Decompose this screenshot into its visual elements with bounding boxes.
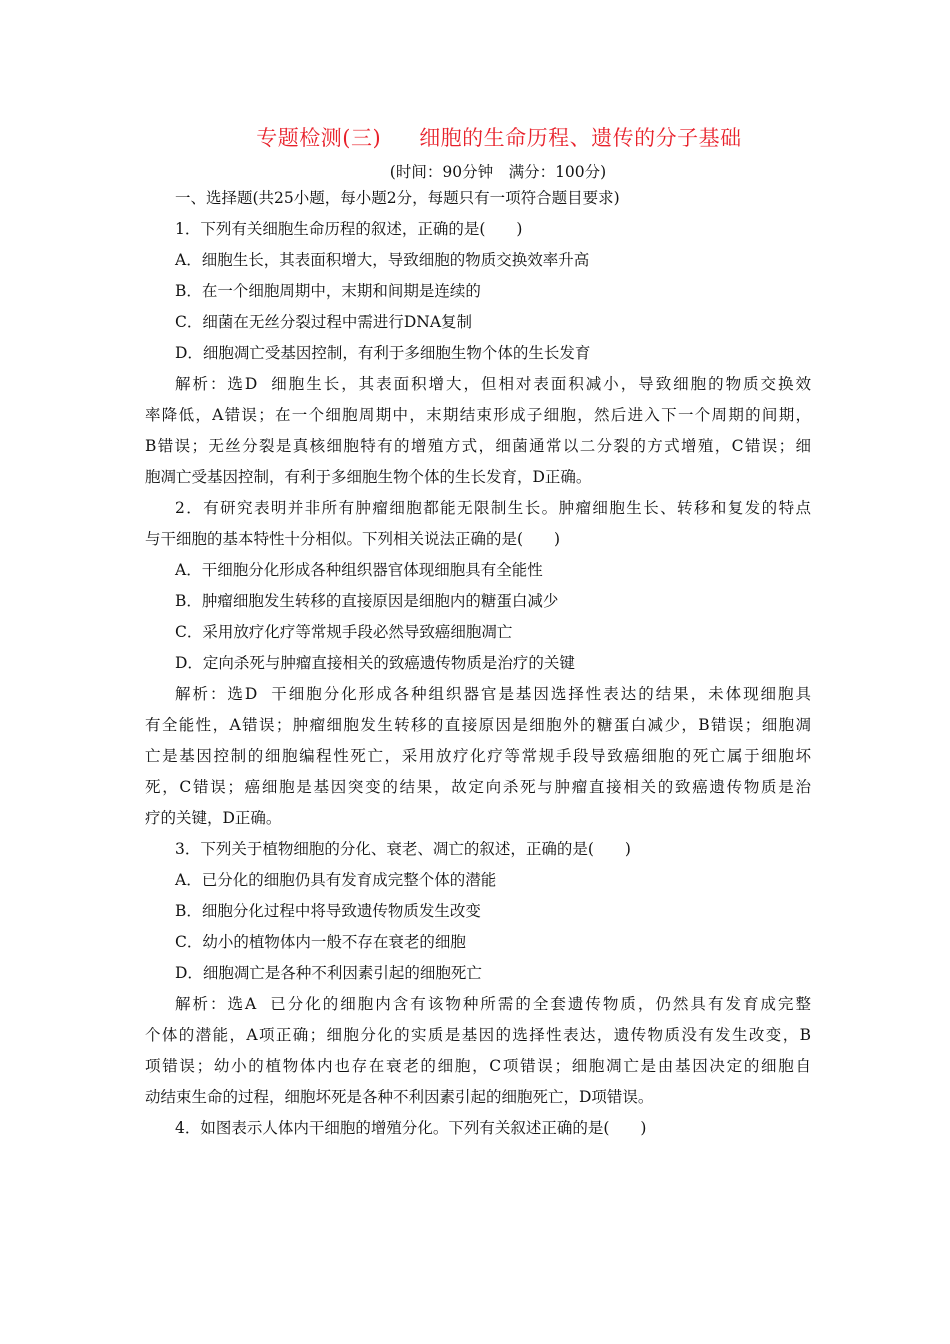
question-3 <box>145 834 811 1113</box>
option-d: D．细胞凋亡是各种不利因素引起的细胞死亡 <box>175 964 482 982</box>
question-1 <box>145 214 811 493</box>
analysis-line: 解析：选A 已分化的细胞内含有该物种所需的全套遗传物质，仍然具有发育成完整 <box>175 995 811 1013</box>
option-a: A．干细胞分化形成各种组织器官体现细胞具有全能性 <box>175 561 543 579</box>
exam-info: (时间：90分钟 满分：100分) <box>389 163 607 181</box>
analysis-line: B错误；无丝分裂是真核细胞特有的增殖方式，细菌通常以二分裂的方式增殖，C错误；细 <box>145 437 811 455</box>
analysis-line: 胞凋亡受基因控制，有利于多细胞生物个体的生长发育，D正确。 <box>145 468 592 486</box>
analysis-line: 死，C错误；癌细胞是基因突变的结果，故定向杀死与肿瘤直接相关的致癌遗传物质是治 <box>145 778 811 796</box>
analysis-line: 率降低，A错误；在一个细胞周期中，末期结束形成子细胞，然后进入下一个周期的间期， <box>145 406 811 424</box>
option-a: A．细胞生长，其表面积增大，导致细胞的物质交换效率升高 <box>175 251 590 269</box>
question-2 <box>145 493 811 834</box>
option-b: B．在一个细胞周期中，末期和间期是连续的 <box>175 282 481 300</box>
option-b: B．肿瘤细胞发生转移的直接原因是细胞内的糖蛋白减少 <box>175 592 559 610</box>
option-b: B．细胞分化过程中将导致遗传物质发生改变 <box>175 902 481 920</box>
analysis-line: 亡是基因控制的细胞编程性死亡，采用放疗化疗等常规手段导致癌细胞的死亡属于细胞坏 <box>145 747 811 765</box>
analysis-line: 个体的潜能，A项正确；细胞分化的实质是基因的选择性表达，遗传物质没有发生改变，B <box>145 1026 811 1044</box>
title-left: 专题检测(三) <box>256 126 382 150</box>
option-d: D．细胞凋亡受基因控制，有利于多细胞生物个体的生长发育 <box>175 344 591 362</box>
analysis-line: 解析：选D 干细胞分化形成各种组织器官是基因选择性表达的结果，未体现细胞具 <box>175 685 811 703</box>
question-stem: 2．有研究表明并非所有肿瘤细胞都能无限制生长。肿瘤细胞生长、转移和复发的特点 <box>175 499 811 517</box>
analysis-label: 解析：选A <box>175 995 257 1013</box>
analysis-label: 解析：选D <box>175 685 258 703</box>
question-4 <box>145 1113 811 1144</box>
page-title <box>0 122 950 152</box>
document-body <box>145 183 811 1144</box>
option-c: C．幼小的植物体内一般不存在衰老的细胞 <box>175 933 466 951</box>
analysis-line: 动结束生命的过程，细胞坏死是各种不利因素引起的细胞死亡，D项错误。 <box>145 1088 654 1106</box>
analysis-label: 解析：选D <box>175 375 258 393</box>
option-a: A．已分化的细胞仍具有发育成完整个体的潜能 <box>175 871 497 889</box>
question-stem: 与干细胞的基本特性十分相似。下列相关说法正确的是( ) <box>145 530 561 548</box>
analysis-line: 有全能性，A错误；肿瘤细胞发生转移的直接原因是细胞外的糖蛋白减少，B错误；细胞凋 <box>145 716 811 734</box>
title-right: 细胞的生命历程、遗传的分子基础 <box>419 126 742 150</box>
option-d: D．定向杀死与肿瘤直接相关的致癌遗传物质是治疗的关键 <box>175 654 575 672</box>
question-stem: 4．如图表示人体内干细胞的增殖分化。下列有关叙述正确的是( ) <box>175 1119 647 1137</box>
analysis-line: 解析：选D 细胞生长，其表面积增大，但相对表面积减小，导致细胞的物质交换效 <box>175 375 811 393</box>
option-c: C．细菌在无丝分裂过程中需进行DNA复制 <box>175 313 473 331</box>
section-heading: 一、选择题(共25小题，每小题2分，每题只有一项符合题目要求) <box>175 189 620 207</box>
option-c: C．采用放疗化疗等常规手段必然导致癌细胞凋亡 <box>175 623 513 641</box>
question-stem: 1．下列有关细胞生命历程的叙述，正确的是( ) <box>175 220 523 238</box>
analysis-line: 项错误；幼小的植物体内也存在衰老的细胞，C项错误；细胞凋亡是由基因决定的细胞自 <box>145 1057 811 1075</box>
question-stem: 3．下列关于植物细胞的分化、衰老、凋亡的叙述，正确的是( ) <box>175 840 631 858</box>
analysis-line: 疗的关键，D正确。 <box>145 809 282 827</box>
